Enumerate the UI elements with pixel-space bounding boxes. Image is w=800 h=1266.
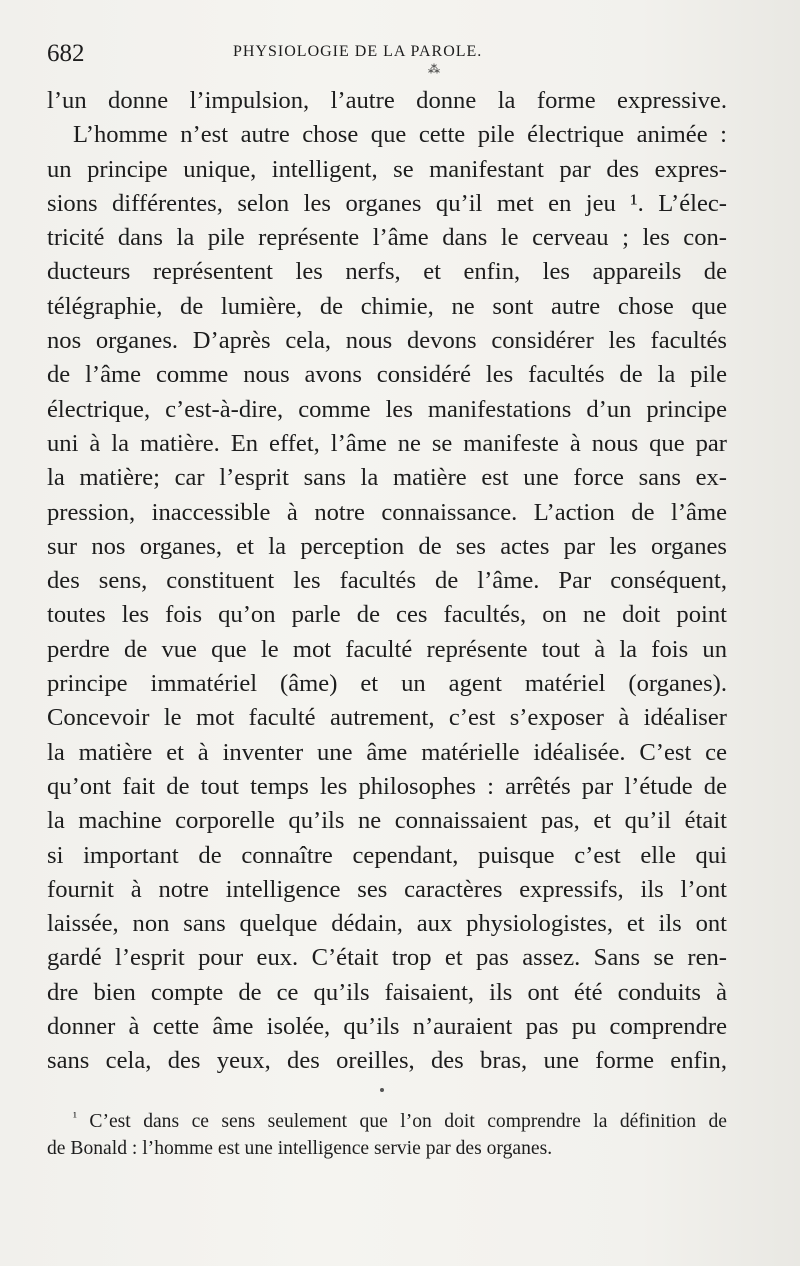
- footnotes: [47, 1108, 727, 1162]
- text-line: nos organes. D’après cela, nous devons considérer les facultés: [47, 327, 727, 355]
- page-number: 682: [47, 40, 85, 67]
- text-line: électrique, c’est-à-dire, comme les manifestations d’un principe: [47, 395, 727, 423]
- footnote-text: C’est dans ce sens seulement que l’on doit comprendre la définition de: [89, 1111, 727, 1132]
- text-line: Concevoir le mot faculté autrement, c’est s’exposer à idéaliser: [47, 704, 727, 732]
- text-line: sur nos organes, et la perception de ses actes par les organes: [47, 532, 727, 560]
- footnote-line: [47, 1108, 727, 1135]
- text-line: l’un donne l’impulsion, l’autre donne la forme expressive.: [47, 87, 727, 114]
- text-line: laissée, non sans quelque dédain, aux physiologistes, et ils ont: [47, 910, 727, 938]
- text-line: des sens, constituent les facultés de l’âme. Par conséquent,: [47, 567, 727, 595]
- text-line: perdre de vue que le mot faculté représente tout à la fois un: [47, 635, 727, 663]
- text-line: principe immatériel (âme) et un agent matériel (organes).: [47, 670, 727, 698]
- page-header: [47, 40, 747, 76]
- text-line: uni à la matière. En effet, l’âme ne se manifeste à nous que par: [47, 429, 727, 457]
- text-line: sions différentes, selon les organes qu’il met en jeu ¹. L’élec-: [47, 189, 727, 217]
- running-title: PHYSIOLOGIE DE LA PAROLE.: [233, 43, 483, 60]
- text-line: fournit à notre intelligence ses caractères expressifs, ils l’ont: [47, 875, 727, 903]
- text-line: dre bien compte de ce qu’ils faisaient, ils ont été conduits à: [47, 978, 727, 1006]
- text-line: de l’âme comme nous avons considéré les facultés de la pile: [47, 361, 727, 389]
- text-line: pression, inaccessible à notre connaissance. L’action de l’âme: [47, 498, 727, 526]
- text-line: un principe unique, intelligent, se manifestant par des expres-: [47, 155, 727, 183]
- body-text: [47, 84, 727, 1079]
- text-line: tricité dans la pile représente l’âme dans le cerveau ; les con-: [47, 224, 727, 252]
- text-line: la matière et à inventer une âme matérielle idéalisée. C’est ce: [47, 738, 727, 766]
- text-line: télégraphie, de lumière, de chimie, ne sont autre chose que: [47, 292, 727, 320]
- text-line: si important de connaître cependant, puisque c’est elle qui: [47, 841, 727, 869]
- text-line: la matière; car l’esprit sans la matière est une force sans ex-: [47, 464, 727, 492]
- text-line: gardé l’esprit pour eux. C’était trop et pas assez. Sans se ren-: [47, 944, 727, 972]
- text-line: toutes les fois qu’on parle de ces facultés, on ne doit point: [47, 601, 727, 629]
- ornament-icon: ⁂: [428, 62, 440, 76]
- footnote-line: de Bonald : l’homme est une intelligence servie par des organes.: [47, 1138, 553, 1159]
- text-line: qu’ont fait de tout temps les philosophes : arrêtés par l’étude de: [47, 772, 727, 800]
- ink-mark: [380, 1088, 384, 1092]
- text-line: sans cela, des yeux, des oreilles, des bras, une forme enfin,: [47, 1047, 727, 1075]
- text-line: la machine corporelle qu’ils ne connaissaient pas, et qu’il était: [47, 807, 727, 835]
- text-line: ducteurs représentent les nerfs, et enfin, les appareils de: [47, 258, 727, 286]
- text-line: L’homme n’est autre chose que cette pile électrique animée :: [73, 121, 727, 149]
- footnote-marker: ¹: [73, 1109, 77, 1124]
- text-line: donner à cette âme isolée, qu’ils n’auraient pas pu comprendre: [47, 1013, 727, 1041]
